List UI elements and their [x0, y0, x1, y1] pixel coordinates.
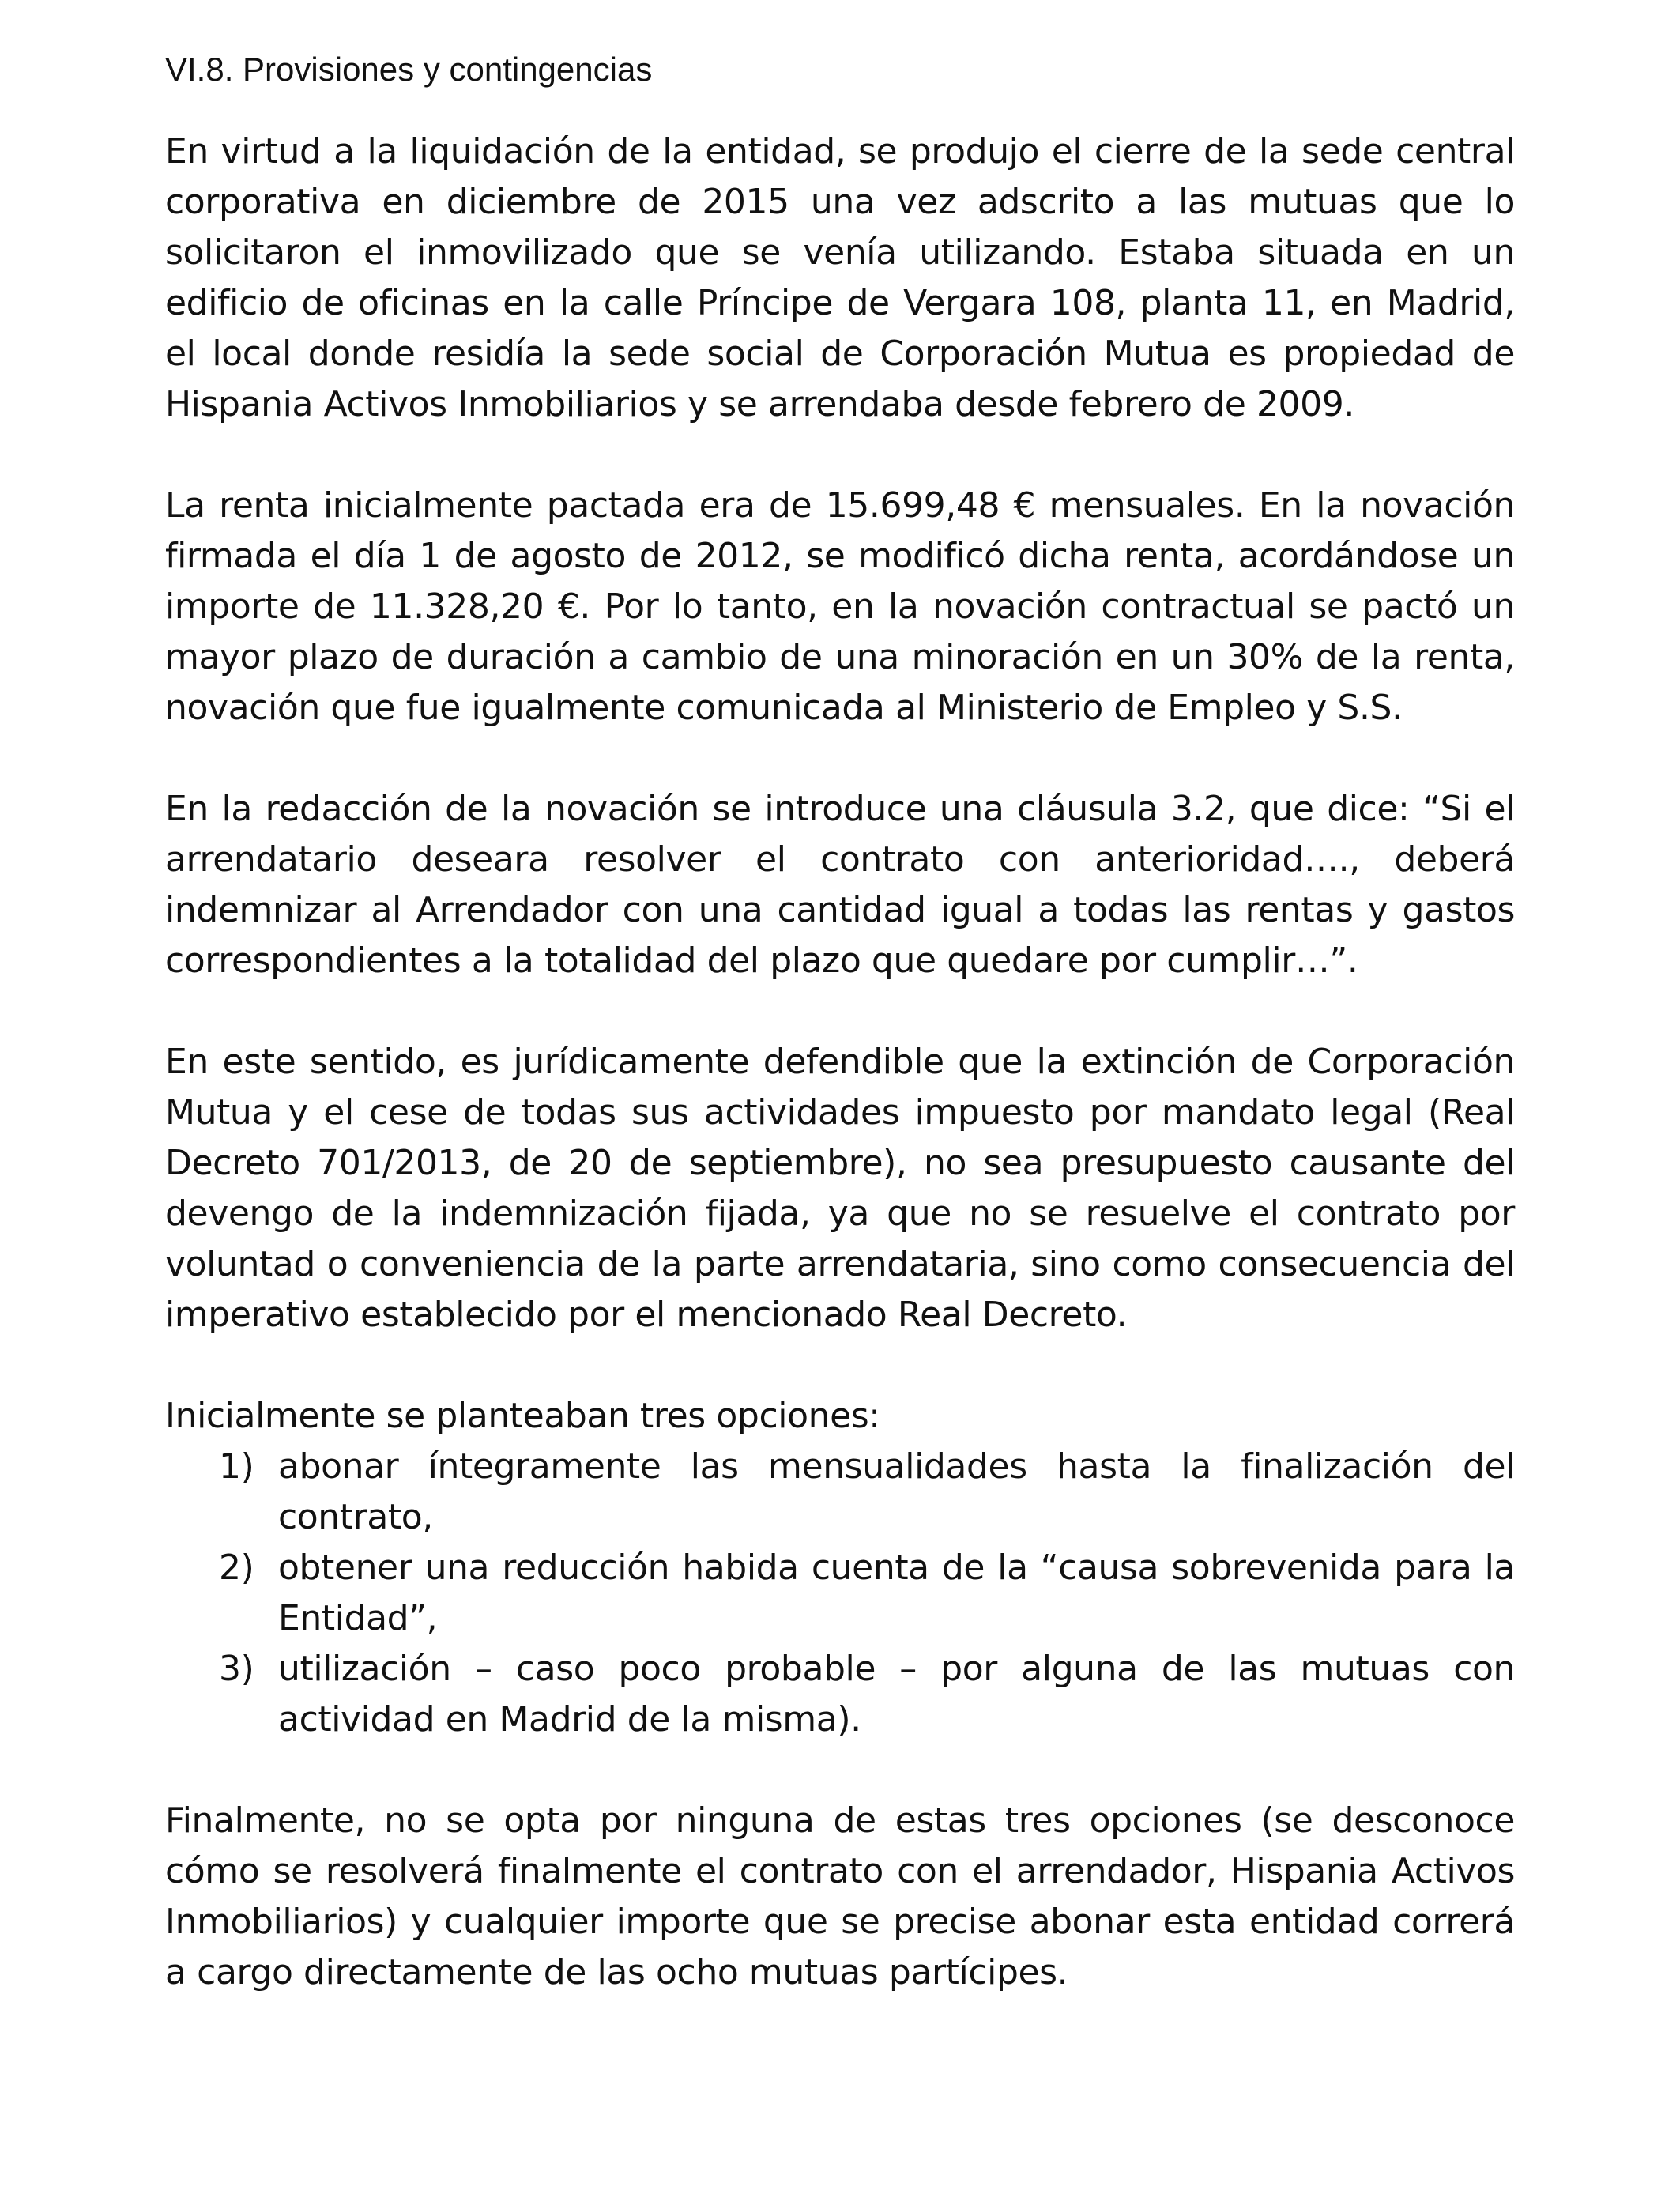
list-item-number: 2)	[219, 1547, 254, 1588]
list-item-text: abonar íntegramente las mensualidades hasta la finalización del contrato,	[278, 1446, 1515, 1537]
paragraph-headquarters: En virtud a la liquidación de la entidad, se produjo el cierre de la sede central corporativa en diciembre de 2015 una vez adscrito a las mutuas que lo solicitaron el inmovilizado que se venía utilizando. Estaba situada en un edificio de oficinas en la calle Príncipe de Vergara 108, planta 11, en Madrid, el local donde residía la sede social de Corporación Mutua es propiedad de Hispania Activos Inmobiliarios y se arrendaba desde febrero de 2009.	[165, 131, 1515, 424]
list-item-number: 3)	[219, 1649, 254, 1689]
section-heading: VI.8. Provisiones y contingencias	[165, 51, 653, 88]
list-item-text: utilización – caso poco probable – por alguna de las mutuas con actividad en Madrid de la misma).	[278, 1649, 1515, 1740]
options-intro: Inicialmente se planteaban tres opciones:	[165, 1396, 880, 1436]
list-item	[165, 1543, 1515, 1644]
list-item-number: 1)	[219, 1446, 254, 1487]
paragraph-legal-view: En este sentido, es jurídicamente defendible que la extinción de Corporación Mutua y el cese de todas sus actividades impuesto por mandato legal (Real Decreto 701/2013, de 20 de septiembre), no sea presupuesto causante del devengo de la indemnización fijada, ya que no se resuelve el contrato por voluntad o conveniencia de la parte arrendataria, sino como consecuencia del imperativo establecido por el mencionado Real Decreto.	[165, 1042, 1515, 1335]
list-item	[165, 1442, 1515, 1543]
document-page	[165, 49, 1515, 2049]
list-item-text: obtener una reducción habida cuenta de la “causa sobrevenida para la Entidad”,	[278, 1547, 1515, 1638]
options-list	[165, 1442, 1515, 1745]
paragraph-rent: La renta inicialmente pactada era de 15.699,48 € mensuales. En la novación firmada el día 1 de agosto de 2012, se modificó dicha renta, acordándose un importe de 11.328,20 €. Por lo tanto, en la novación contractual se pactó un mayor plazo de duración a cambio de una minoración en un 30% de la renta, novación que fue igualmente comunicada al Ministerio de Empleo y S.S.	[165, 485, 1515, 728]
paragraph-clause: En la redacción de la novación se introduce una cláusula 3.2, que dice: “Si el arrendatario deseara resolver el contrato con anterioridad…., deberá indemnizar al Arrendador con una cantidad igual a todas las rentas y gastos correspondientes a la totalidad del plazo que quedare por cumplir…”.	[165, 789, 1515, 981]
list-item	[165, 1644, 1515, 1745]
paragraph-closing: Finalmente, no se opta por ninguna de estas tres opciones (se desconoce cómo se resolverá finalmente el contrato con el arrendador, Hispania Activos Inmobiliarios) y cualquier importe que se precise abonar esta entidad correrá a cargo directamente de las ocho mutuas partícipes.	[165, 1800, 1515, 1992]
